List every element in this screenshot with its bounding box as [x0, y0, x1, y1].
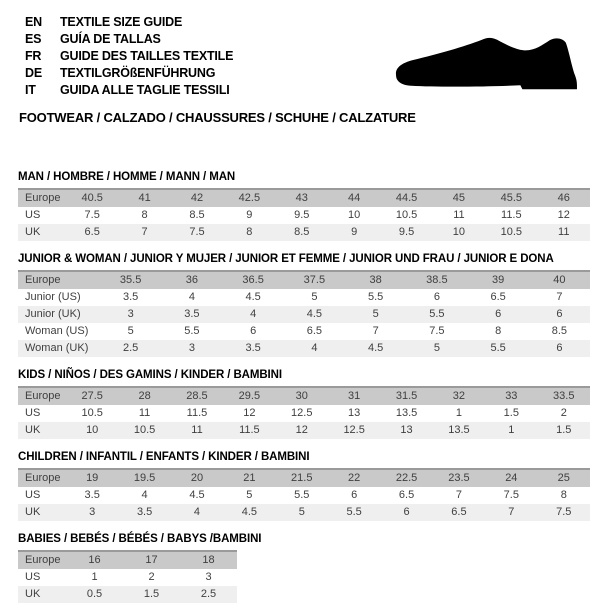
size-cell: 30: [276, 387, 328, 405]
size-cell: 7: [345, 323, 406, 340]
size-row: [18, 224, 590, 241]
category-line: FOOTWEAR / CALZADO / CHAUSSURES / SCHUHE / CALZATURE: [19, 110, 416, 125]
size-cell: 31.5: [380, 387, 432, 405]
language-row: [25, 82, 233, 99]
language-row: [25, 31, 233, 48]
size-cell: 4.5: [345, 340, 406, 357]
size-cell: 7.5: [66, 207, 118, 224]
size-cell: 12: [276, 422, 328, 439]
size-cell: 6.5: [433, 504, 485, 521]
size-section: [18, 532, 590, 603]
size-cell: 12: [538, 207, 590, 224]
size-row: [18, 422, 590, 439]
size-cell: 12.5: [276, 405, 328, 422]
language-row: [25, 48, 233, 65]
size-cell: 4: [284, 340, 345, 357]
row-label: US: [18, 207, 66, 224]
size-cell: 6.5: [66, 224, 118, 241]
size-row: [18, 207, 590, 224]
size-cell: 43: [276, 189, 328, 207]
size-cell: 5: [284, 289, 345, 306]
size-cell: 3: [180, 569, 237, 586]
size-cell: 3: [161, 340, 222, 357]
size-cell: 5: [345, 306, 406, 323]
size-cell: 13.5: [380, 405, 432, 422]
size-cell: 25: [538, 469, 590, 487]
size-cell: 8.5: [276, 224, 328, 241]
size-cell: 0.5: [66, 586, 123, 603]
section-title: MAN / HOMBRE / HOMME / MANN / MAN: [18, 171, 236, 183]
size-cell: 10.5: [485, 224, 537, 241]
language-code: EN: [25, 15, 42, 29]
size-cell: 5.5: [468, 340, 529, 357]
size-cell: 8: [468, 323, 529, 340]
size-cell: 7: [118, 224, 170, 241]
size-cell: 4.5: [223, 289, 284, 306]
size-row: [18, 504, 590, 521]
language-label: GUIDE DES TAILLES TEXTILE: [60, 49, 234, 63]
size-table: [18, 188, 590, 241]
size-cell: 9.5: [380, 224, 432, 241]
size-cell: 6.5: [380, 487, 432, 504]
row-label: Junior (US): [18, 289, 100, 306]
size-cell: 6: [468, 306, 529, 323]
size-cell: 3.5: [223, 340, 284, 357]
section-title: BABIES / BEBÉS / BÉBÉS / BABYS /BAMBINI: [18, 533, 262, 545]
size-cell: 13: [328, 405, 380, 422]
size-cell: 7.5: [171, 224, 223, 241]
size-cell: 10.5: [66, 405, 118, 422]
size-cell: 5.5: [276, 487, 328, 504]
size-cell: 23.5: [433, 469, 485, 487]
language-list: [25, 14, 233, 99]
size-cell: 5: [276, 504, 328, 521]
size-cell: 1: [66, 569, 123, 586]
size-cell: 5: [406, 340, 467, 357]
size-cell: 11: [118, 405, 170, 422]
size-section: [18, 450, 590, 521]
size-cell: 7: [485, 504, 537, 521]
size-cell: 37.5: [284, 271, 345, 289]
size-cell: 8.5: [171, 207, 223, 224]
size-cell: 45.5: [485, 189, 537, 207]
size-cell: 38: [345, 271, 406, 289]
size-cell: 21: [223, 469, 275, 487]
size-cell: 6: [406, 289, 467, 306]
row-label: UK: [18, 224, 66, 241]
size-cell: 3.5: [118, 504, 170, 521]
size-cell: 39: [468, 271, 529, 289]
size-cell: 4.5: [223, 504, 275, 521]
size-section: [18, 368, 590, 439]
size-cell: 40.5: [66, 189, 118, 207]
size-cell: 6: [529, 306, 590, 323]
size-cell: 6: [328, 487, 380, 504]
size-cell: 45: [433, 189, 485, 207]
language-code: IT: [25, 83, 36, 97]
size-cell: 8: [118, 207, 170, 224]
size-cell: 4: [118, 487, 170, 504]
size-row: [18, 306, 590, 323]
size-section: [18, 170, 590, 241]
row-label: Europe: [18, 551, 66, 569]
language-row: [25, 14, 233, 31]
size-cell: 19: [66, 469, 118, 487]
row-label: US: [18, 569, 66, 586]
size-cell: 42: [171, 189, 223, 207]
size-cell: 5.5: [406, 306, 467, 323]
size-cell: 13.5: [433, 422, 485, 439]
size-cell: 1: [433, 405, 485, 422]
size-cell: 10.5: [380, 207, 432, 224]
size-cell: 1.5: [538, 422, 590, 439]
size-cell: 7.5: [538, 504, 590, 521]
size-cell: 18: [180, 551, 237, 569]
size-cell: 42.5: [223, 189, 275, 207]
size-cell: 31: [328, 387, 380, 405]
size-cell: 44: [328, 189, 380, 207]
size-table: [18, 270, 590, 357]
size-cell: 1: [485, 422, 537, 439]
language-label: TEXTILGRÖßENFÜHRUNG: [60, 66, 216, 80]
size-cell: 9: [223, 207, 275, 224]
size-cell: 46: [538, 189, 590, 207]
size-row: [18, 405, 590, 422]
language-label: GUÍA DE TALLAS: [60, 32, 161, 46]
section-title: CHILDREN / INFANTIL / ENFANTS / KINDER / BAMBINI: [18, 451, 310, 463]
size-row: [18, 586, 237, 603]
size-section: [18, 252, 590, 357]
size-row: [18, 387, 590, 405]
size-cell: 35.5: [100, 271, 161, 289]
language-label: GUIDA ALLE TAGLIE TESSILI: [60, 83, 230, 97]
row-label: UK: [18, 504, 66, 521]
size-table: [18, 468, 590, 521]
size-cell: 1.5: [485, 405, 537, 422]
size-cell: 20: [171, 469, 223, 487]
size-cell: 8.5: [529, 323, 590, 340]
row-label: Europe: [18, 271, 100, 289]
size-cell: 40: [529, 271, 590, 289]
row-label: Woman (UK): [18, 340, 100, 357]
size-cell: 6: [223, 323, 284, 340]
size-cell: 38.5: [406, 271, 467, 289]
row-label: Junior (UK): [18, 306, 100, 323]
row-label: Europe: [18, 189, 66, 207]
size-cell: 11.5: [485, 207, 537, 224]
size-cell: 6.5: [284, 323, 345, 340]
size-cell: 6: [529, 340, 590, 357]
size-row: [18, 551, 237, 569]
size-table: [18, 386, 590, 439]
size-cell: 29.5: [223, 387, 275, 405]
size-cell: 44.5: [380, 189, 432, 207]
size-cell: 10: [66, 422, 118, 439]
size-cell: 41: [118, 189, 170, 207]
size-cell: 4: [161, 289, 222, 306]
size-cell: 12.5: [328, 422, 380, 439]
language-row: [25, 65, 233, 82]
row-label: UK: [18, 422, 66, 439]
row-label: UK: [18, 586, 66, 603]
size-cell: 3: [66, 504, 118, 521]
size-cell: 21.5: [276, 469, 328, 487]
row-label: US: [18, 487, 66, 504]
size-cell: 6: [380, 504, 432, 521]
size-cell: 7.5: [406, 323, 467, 340]
size-cell: 3.5: [161, 306, 222, 323]
size-cell: 4.5: [284, 306, 345, 323]
size-tables: [18, 170, 590, 614]
size-cell: 11: [538, 224, 590, 241]
size-cell: 4.5: [171, 487, 223, 504]
size-row: [18, 271, 590, 289]
size-row: [18, 469, 590, 487]
size-cell: 28.5: [171, 387, 223, 405]
size-cell: 12: [223, 405, 275, 422]
language-label: TEXTILE SIZE GUIDE: [60, 15, 183, 29]
section-title: JUNIOR & WOMAN / JUNIOR Y MUJER / JUNIOR ET FEMME / JUNIOR UND FRAU / JUNIOR E DONA: [18, 253, 554, 265]
size-cell: 36.5: [223, 271, 284, 289]
size-table: [18, 550, 237, 603]
row-label: Europe: [18, 469, 66, 487]
size-cell: 3.5: [66, 487, 118, 504]
size-cell: 5.5: [328, 504, 380, 521]
size-cell: 10: [328, 207, 380, 224]
size-cell: 10.5: [118, 422, 170, 439]
size-cell: 1.5: [123, 586, 180, 603]
size-cell: 3: [100, 306, 161, 323]
size-cell: 7.5: [485, 487, 537, 504]
size-cell: 9: [328, 224, 380, 241]
size-cell: 24: [485, 469, 537, 487]
size-cell: 13: [380, 422, 432, 439]
size-row: [18, 340, 590, 357]
size-cell: 22.5: [380, 469, 432, 487]
size-cell: 32: [433, 387, 485, 405]
size-cell: 7: [433, 487, 485, 504]
size-cell: 6.5: [468, 289, 529, 306]
size-cell: 3.5: [100, 289, 161, 306]
size-cell: 5.5: [161, 323, 222, 340]
size-cell: 5: [223, 487, 275, 504]
size-cell: 8: [538, 487, 590, 504]
size-cell: 5.5: [345, 289, 406, 306]
language-code: FR: [25, 49, 42, 63]
row-label: US: [18, 405, 66, 422]
dress-shoe-icon: [393, 36, 580, 92]
size-cell: 33: [485, 387, 537, 405]
language-code: DE: [25, 66, 42, 80]
size-cell: 4: [223, 306, 284, 323]
size-cell: 5: [100, 323, 161, 340]
size-cell: 2.5: [180, 586, 237, 603]
size-cell: 7: [529, 289, 590, 306]
size-cell: 28: [118, 387, 170, 405]
size-cell: 11.5: [223, 422, 275, 439]
size-cell: 11: [171, 422, 223, 439]
size-cell: 19.5: [118, 469, 170, 487]
size-cell: 27.5: [66, 387, 118, 405]
size-row: [18, 323, 590, 340]
size-cell: 2: [123, 569, 180, 586]
size-row: [18, 289, 590, 306]
size-cell: 16: [66, 551, 123, 569]
size-cell: 2: [538, 405, 590, 422]
size-cell: 8: [223, 224, 275, 241]
size-cell: 36: [161, 271, 222, 289]
size-row: [18, 569, 237, 586]
size-cell: 4: [171, 504, 223, 521]
row-label: Woman (US): [18, 323, 100, 340]
size-row: [18, 189, 590, 207]
size-cell: 33.5: [538, 387, 590, 405]
size-row: [18, 487, 590, 504]
row-label: Europe: [18, 387, 66, 405]
language-code: ES: [25, 32, 42, 46]
size-cell: 10: [433, 224, 485, 241]
size-cell: 22: [328, 469, 380, 487]
size-cell: 9.5: [276, 207, 328, 224]
size-cell: 17: [123, 551, 180, 569]
size-cell: 11.5: [171, 405, 223, 422]
size-cell: 11: [433, 207, 485, 224]
section-title: KIDS / NIÑOS / DES GAMINS / KINDER / BAMBINI: [18, 369, 282, 381]
size-cell: 2.5: [100, 340, 161, 357]
